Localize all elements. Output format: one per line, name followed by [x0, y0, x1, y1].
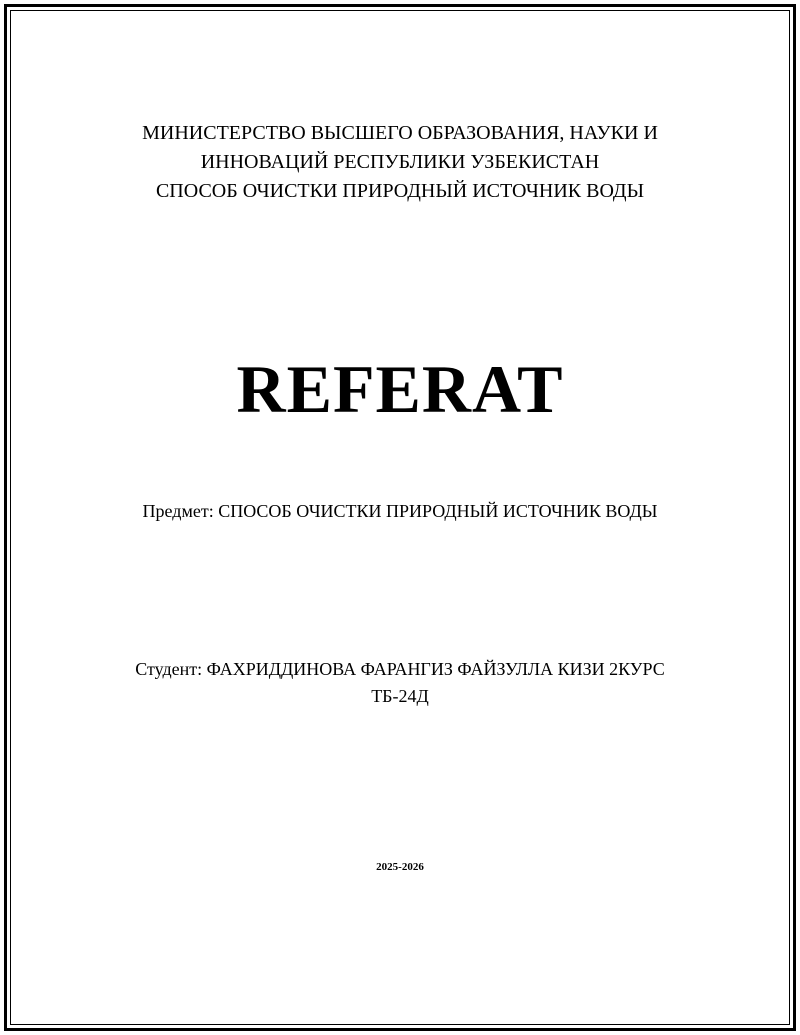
subject-line	[0, 497, 800, 525]
header-line-1: МИНИСТЕРСТВО ВЫСШЕГО ОБРАЗОВАНИЯ, НАУКИ И	[142, 122, 658, 144]
header-line-2: ИННОВАЦИЙ РЕСПУБЛИКИ УЗБЕКИСТАН	[200, 151, 600, 173]
header-line-3: СПОСОБ ОЧИСТКИ ПРИРОДНЫЙ ИСТОЧНИК ВОДЫ	[155, 180, 645, 202]
student-value: ФАХРИДДИНОВА ФАРАНГИЗ ФАЙЗУЛЛА КИЗИ 2КУРС ТБ-24Д	[206, 659, 665, 706]
student-line	[0, 656, 800, 710]
document-title: REFERAT	[236, 351, 564, 427]
ministry-header	[0, 119, 800, 206]
student-label: Студент:	[135, 659, 203, 679]
subject-value: СПОСОБ ОЧИСТКИ ПРИРОДНЫЙ ИСТОЧНИК ВОДЫ	[218, 501, 658, 521]
subject-label: Предмет:	[142, 501, 214, 521]
academic-year: 2025-2026	[376, 861, 424, 873]
